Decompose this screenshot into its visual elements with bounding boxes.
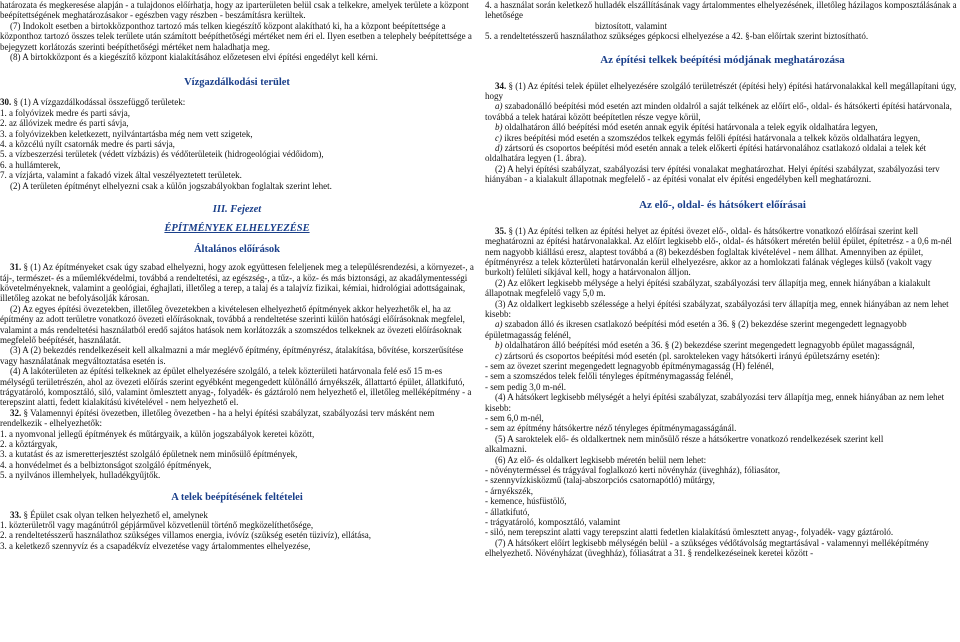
- item-label: a): [495, 319, 503, 330]
- dash-item: - sem az építmény hátsókertre néző tényleges építménymagasságánál.: [485, 423, 737, 434]
- paragraph: (2) Az egyes építési övezetekben, illetőleg övezetekben a kivételesen elhelyezhető építmények akkor helyezhetők el, ha az építmény az adott területre vonatkozó övezeti előírásoknak, továbbá a rendeltetése szerinti külön hatósági előírásoknak megfelel, valamint a más rendeltetési használatból eredő sajátos hatások nem korlátozzák a szomszédos telkeknek az övezeti előírásoknak megfelelő beépítését, használatát.: [0, 303, 465, 345]
- dash-item: - növényterméssel és trágyával foglalkozó kerti növényház (üveghház), fóliasátor,: [485, 465, 781, 476]
- list-item: 4. a honvédelmet és a belbiztonságot szolgáló építmények,: [0, 459, 212, 470]
- list-item: 2. a rendeltetésszerű használathoz szükséges villamos energia, ivóvíz (szükség esetén tüzivíz), ellátása,: [0, 530, 371, 541]
- section-text: § (1) Az építési telken az építési helyet az építési övezet elő-, oldal- és hátsókertre vonatkozó előírásai szerint kell meghatározni az építési határvonalakkal. Az előírt legkisebb elő-, oldal- és hátsókert méretén belül épület, építetrész - a 0,6 m-nél nem nagyobb kiállású eresz, alaptest továbbá a (8) bekezdésben foglaltak kivételével - nem állhat. Amennyiben az épület, építményrész a telek közterületi határvonalán kerül elhelyezésre, akkor az a homlokzati falának végleges külső (vakolt vagy burkolt) felületi síkjával kell, hogy a határvonalon álljon.: [485, 225, 952, 278]
- section-text: § Épület csak olyan telken helyezhető el, amelynek: [21, 509, 208, 520]
- item-text: szabadonálló beépítési mód esetén azt minden oldalról a saját telkének az előírt elő-, oldal- és hátsókerti építési határvonala, továbbá a telek határai között beépítetlen része vegye körül,: [485, 101, 952, 122]
- paragraph: (2) A helyi építési szabályzat, szabályozási terv építési vonalakat meghatározhat. Helyi építési szabályzat, szabályozási terv hiányában - a kialakult állapotnak megfelelő - az építési vonalat elv építési engedélyben kell meghatározni.: [485, 163, 940, 185]
- list-item: 2. az állóvizek medre és parti sávja,: [0, 118, 129, 129]
- list-item-continuation: biztosított, valamint: [595, 20, 667, 31]
- paragraph: (4) A lakóterületen az építési telkeknek az épület elhelyezésére szolgáló, a telek közterületi határvonala felé eső 15 m-es mélységű területrészén, ahol az övezeti előírás szerint egyébként megengedett különálló árnyékszék, állattartó épület, állatkifutó, trágyatároló, komposztáló, siló, valamint ömlesztett anyag-, folyadék- és gáztároló nem helyezhető el, illetőleg melléképítmény - a terepszint alatti, fedett kialakítású kivételével - nem helyezhető el.: [0, 366, 472, 408]
- dash-item: - sem 6,0 m-nél,: [485, 413, 544, 423]
- item-label: d): [495, 143, 503, 154]
- section-heading-altalanos: Általános előírások: [193, 244, 281, 256]
- list-item-a: [485, 101, 960, 122]
- item-label: c): [495, 132, 502, 143]
- list-item: 4. a közcélú nyílt csatornák medre és parti sávja,: [0, 139, 175, 150]
- paragraph: (3) A (2) bekezdés rendelkezéseit kell alkalmazni a már meglévő építmény, építményrész, átalakítása, bővítése, korszerűsítése vagy használatának megváltoztatása esetén is.: [0, 345, 464, 366]
- paragraph: (4) A hátsókert legkisebb mélységét a helyi építési szabályzat, szabályozási terv állapítja meg, ennek hiányában az nem lehet kisebb:: [485, 392, 945, 413]
- list-item: 2. a köztárgyak,: [0, 439, 58, 449]
- list-item-a: [485, 319, 960, 340]
- list-item-c: [485, 133, 960, 143]
- paragraph-34: [485, 81, 960, 102]
- list-item-b: [485, 122, 960, 132]
- list-item: 3. a kutatást és az ismeretterjesztést szolgáló épületnek nem minősülő építmények,: [0, 449, 298, 460]
- dash-item: - szennyvízkisközmű (talaj-abszorpciós csatornapótló) műtárgy,: [485, 475, 715, 486]
- list-item: 7. a vízjárta, valamint a fakadó vizek által veszélyeztetett területek.: [0, 170, 242, 181]
- section-number: 35.: [495, 225, 507, 236]
- paragraph-30: [0, 97, 474, 107]
- section-text: § (1) Az építményeket csak úgy szabad elhelyezni, hogy azok együttesen feleljenek meg a településrendezési, a környezet-, a táj-, természet- és a műemlékvédelmi, továbbá a rendeltetési, az egészség-, a tűz-, a köz- és más biztonsági, az akadálymentességi követelményeknek, valamint a geológiai, éghajlati, illetőleg a terep, a talaj és a talajvíz fizikai, kémiai, hidrológiai adottságainak, illetőleg azokat ne befolyásolják károsan.: [0, 262, 474, 304]
- paragraph-35: [485, 226, 960, 278]
- section-heading-beepitesi-mod: Az építési telkek beépítési módjának meghatározása: [600, 53, 845, 66]
- left-column: [0, 0, 474, 551]
- right-column: [485, 0, 960, 559]
- dash-item: - kemence, húsfüstölő,: [485, 496, 567, 507]
- section-number: 33.: [10, 509, 22, 520]
- list-item: 5. a nyilvános illemhelyek, hulladékgyűjtők.: [0, 470, 161, 481]
- section-number: 32.: [10, 407, 22, 418]
- list-item: 5. a vízbeszerzési területek (védett vízbázis) és védőterületeik (hidrogeológiai védőidom),: [0, 149, 324, 160]
- list-item-d: [485, 143, 960, 164]
- section-number: 34.: [495, 80, 507, 91]
- list-item: 3. a keletkező szennyvíz és a csapadékvíz elvezetése vagy ártalommentes elhelyezése,: [0, 540, 311, 551]
- list-item: 1. a folyóvizek medre és parti sávja,: [0, 107, 130, 118]
- paragraph-32: [0, 408, 474, 429]
- paragraph: határozata és megkeresése alapján - a tulajdonos előírhatja, hogy az iparterületen belül csak a telkekre, amelyek területe a központ beépítettségének meghatározásakor - egészben vagy részben - beszámításra kerültek.: [0, 0, 469, 21]
- paragraph-continuation: alkalmazni.: [485, 444, 527, 455]
- list-item: 3. a folyóvizekben keletkezett, nyilvántartásba még nem vett szigetek,: [0, 128, 253, 139]
- paragraph: (2) Az előkert legkisebb mélysége a helyi építési szabályzat, szabályozási terv állapítja meg, ennek hiányában a kialakult állapotnak megfelelő vagy 5,0 m.: [485, 277, 931, 299]
- paragraph-31: [0, 262, 474, 304]
- paragraph: (5) A saroktelek elő- és oldalkertnek nem minősülő része a hátsókertre vonatkozó rendelkezések szerint kell: [495, 433, 884, 444]
- item-label: b): [495, 122, 503, 133]
- item-label: a): [495, 101, 503, 112]
- list-item: 1. közterületről vagy magánútról gépjárművel közvetlenül történő megközelíthetősége,: [0, 520, 314, 531]
- dash-item: - sem a szomszédos telek felőli tényleges építménymagasság felénél,: [485, 371, 734, 382]
- chapter-heading: III. Fejezet: [212, 204, 262, 216]
- dash-item: - sem az övezet szerint megengedett legnagyobb építménymagasság (H) felénél,: [485, 360, 774, 371]
- section-number: 30.: [0, 97, 12, 108]
- item-text: oldalhatáron álló beépítési mód esetén a 36. § (2) bekezdése szerint megengedett legnagyobb épület magasságnál,: [502, 340, 915, 351]
- section-text: § Valamennyi építési övezetben, illetőleg övezetben - ha a helyi építési szabályzat, szabályozási terv másként nem rendelkezik - elhelyezhetők:: [0, 407, 435, 429]
- item-text: szabadon álló és ikresen csatlakozó beépítési mód esetén a 36. § (2) bekezdése szerint megengedett legnagyobb épületmagasság felénél,: [485, 319, 907, 340]
- item-label: b): [495, 340, 503, 351]
- section-heading-kertek: Az elő-, oldal- és hátsókert előírásai: [639, 198, 806, 211]
- paragraph: (3) Az oldalkert legkisebb szélessége a helyi építési szabályzat, szabályozási terv állapítja meg, ennek hiányában az nem lehet kisebb:: [485, 298, 949, 319]
- section-text: § (1) Az építési telek épület elhelyezésére szolgáló területrészét (építési hely) építési határvonalakkal kell megállapítani úgy, hogy: [485, 80, 957, 102]
- list-item: 4. a használat során keletkező hulladék elszállításának vagy ártalommentes elhelyezésének, illetőleg házilagos komposztálásának a lehetősége: [485, 0, 957, 21]
- item-text: zártsorú és csoportos beépítési mód esetén annak a telek előkerti építési határvonalához csatlakozó oldalai a telek két oldalhatára legyen (1. ábra).: [485, 143, 927, 164]
- list-item-c: [485, 351, 960, 361]
- dash-item: - trágyatároló, komposztáló, valamint: [485, 517, 621, 528]
- list-item: 5. a rendeltetésszerű használathoz szükséges gépkocsi elhelyezése a 42. §-ban előírtak szerint biztosítható.: [485, 31, 869, 42]
- section-text: § (1) A vízgazdálkodással összefüggő területek:: [11, 97, 186, 108]
- list-item: 1. a nyomvonal jellegű építmények és műtárgyaik, a külön jogszabályok keretei között,: [0, 428, 315, 439]
- paragraph-33: [0, 510, 474, 520]
- section-number: 31.: [10, 262, 22, 273]
- section-heading-vizgazdalkodas: Vízgazdálkodási terület: [184, 77, 290, 89]
- dash-item: - siló, nem terepszint alatti vagy terepszint alatti fedetlen kialakítású ömlesztett anyag-, folyadék- vagy gáztároló.: [485, 527, 894, 538]
- item-text: zártsorú és csoportos beépítési mód esetén (pl. sarokteleken vagy hátsókerti irányú épületszárny esetén):: [502, 350, 880, 361]
- list-item-b: [485, 340, 960, 350]
- dash-item: - sem pedig 3,0 m-nél.: [485, 381, 566, 392]
- list-item: 6. a hullámterek,: [0, 159, 61, 170]
- chapter-title: ÉPÍTMÉNYEK ELHELYEZÉSE: [164, 223, 310, 235]
- item-label: c): [495, 350, 502, 361]
- dash-item: - állatkifutó,: [485, 506, 530, 517]
- paragraph: (8) A birtokközpont és a kiegészítő központ kialakításához előzetesen elvi építési engedélyt kell kérni.: [10, 52, 378, 63]
- item-text: oldalhatáron álló beépítési mód esetén annak egyik építési határvonala a telek egyik oldalhatára legyen,: [502, 122, 878, 133]
- section-heading-telek: A telek beépítésének feltételei: [171, 491, 303, 503]
- item-text: ikres beépítési mód esetén a szomszédos telkek egymás felőli építési határvonala a telkek közös oldalhatára legyen,: [502, 132, 921, 143]
- paragraph: (7) Indokolt esetben a birtokközponthoz tartozó más telken kiegészítő központ alakítható ki, ha a központ beépítettsége a központhoz tartozó összes telek területe után számított beépíthetőségi mértéket nem éri el. Ilyen esetben a telephely beépítettsége a bejegyzett korlátozás szerinti beépíthetőségi mértéket nem haladhatja meg.: [0, 20, 472, 52]
- paragraph: (7) A hátsókert előírt legkisebb mélységén belül - a szükséges védőtávolság megtartásával - valamennyi melléképítmény elhelyezhető. Növényházat (üveghház), fóliasátrat a 31. § rendelkezéseinek keretei között -: [485, 537, 929, 559]
- dash-item: - árnyékszék,: [485, 485, 533, 496]
- paragraph: (6) Az elő- és oldalkert legkisebb méretén belül nem lehet:: [495, 454, 707, 465]
- paragraph: (2) A területen építményt elhelyezni csak a külön jogszabályokban foglaltak szerint lehet.: [10, 180, 332, 191]
